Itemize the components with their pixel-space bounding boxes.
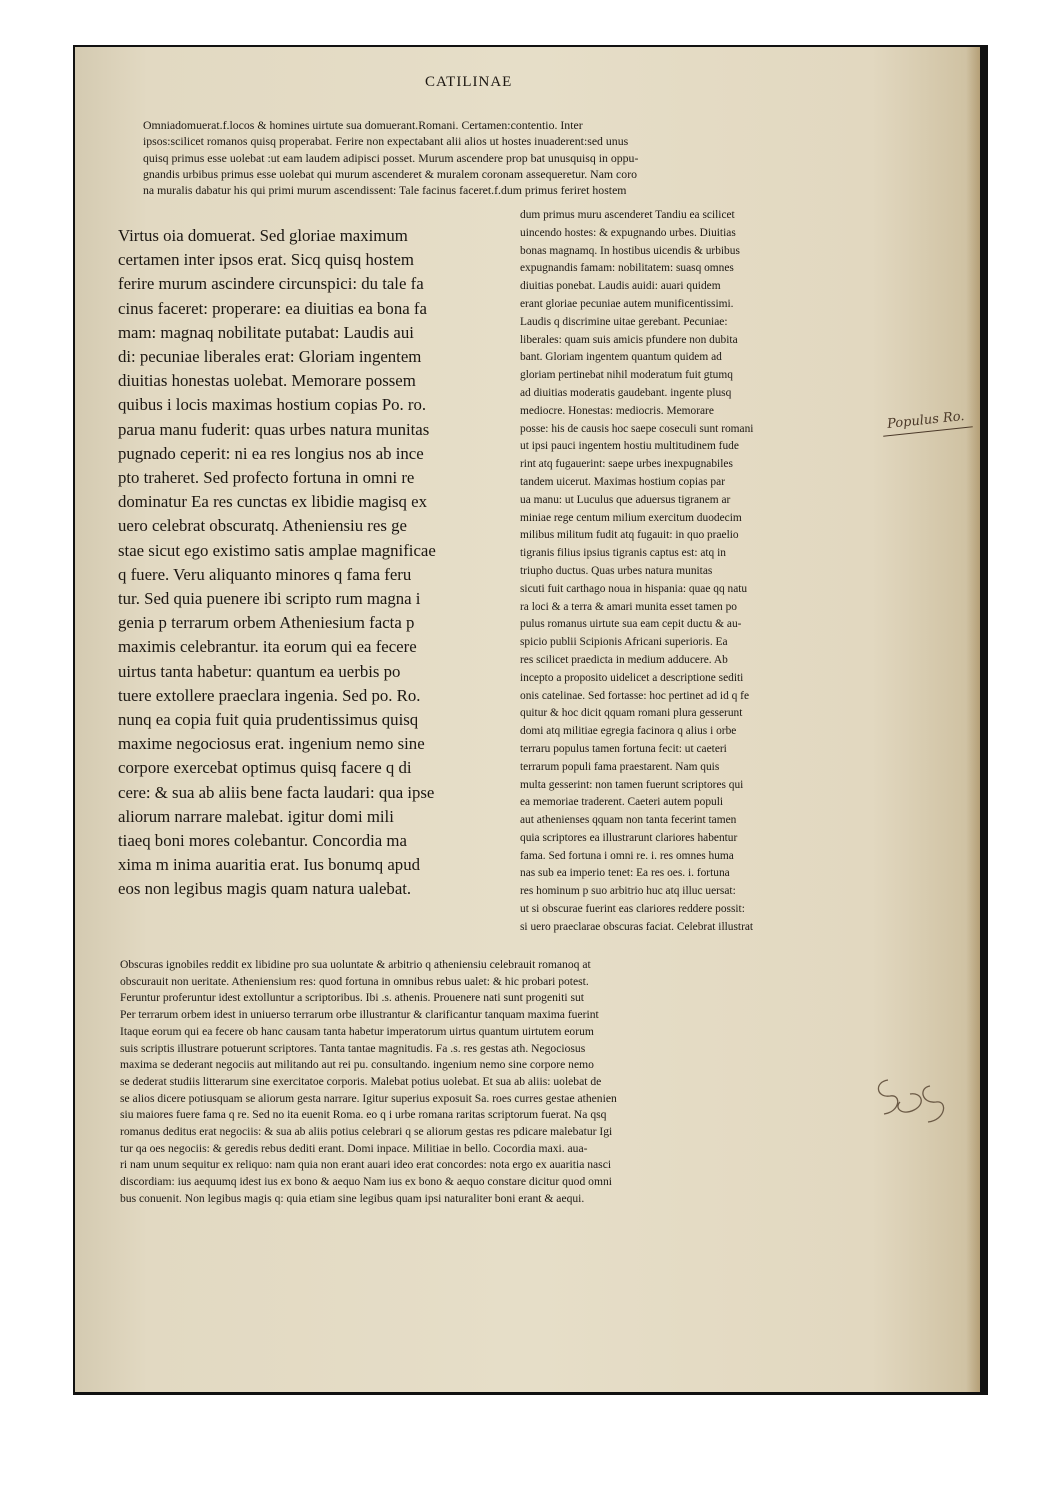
commentary-line: Per terrarum orbem idest in uniuerso terrarum orbe illustrantur & clarificantur tanquam maxima fuerint [120,1008,599,1022]
commentary-line: se alios dicere potiusquam se aliorum gesta narrare. Igitur superius exposuit Sa. roes curres gestae athenien [120,1091,617,1105]
gloss-line: dum primus muru ascenderet Tandiu ea scilicet [520,209,735,221]
commentary-line: discordiam: ius aequumq idest ius ex bono & aequo Nam ius ex bono & aequo constare dicitur quod omni [120,1175,612,1189]
gloss-line: triupho ductus. Quas urbes natura munitas [520,564,713,577]
commentary-top [143,117,943,198]
commentary-line: siu maiores fuere fama q re. Sed no ita euenit Roma. eo q i urbe romana raritas scriptorum fuerat. Na qsq [120,1108,607,1122]
commentary-line: romanus deditus erat negociis: & sua ab aliis potius celebrari q se aliorum gestas res pdicare malebatur Igi [120,1125,613,1139]
gloss-line: diuitias ponebat. Laudis auidi: auari quidem [520,280,721,293]
main-text-line: tuere extollere praeclara ingenia. Sed po. Ro. [118,685,421,705]
gloss-line: res scilicet praedicta in medium adducere. Ab [520,653,728,666]
main-text-line: uero celebrat obscuratq. Atheniensiu res ge [118,516,407,536]
gloss-line: fama. Sed fortuna i omni re. i. res omnes huma [520,849,734,862]
commentary-line: quisq primus esse uolebat :ut eam laudem adipisci posset. Murum ascendere prop bat unusquisq in oppu- [143,150,639,165]
commentary-line: na muralis dabatur his qui primi murum ascendissent: Tale facinus faceret.f.dum primus feriret hostem [143,183,627,198]
gloss-line: terrarum populi fama praestarent. Nam quis [520,760,720,773]
main-text-line: uirtus tanta habetur: quantum ea uerbis po [118,661,401,681]
main-text-line: parua manu fuderit: quas urbes natura munitas [118,419,430,439]
main-text-line: pugnado ceperit: ni ea res longius nos ab ince [118,443,424,463]
main-text-line: pto traheret. Sed profecto fortuna in omni re [118,468,415,488]
gloss-line: ra loci & a terra & amari munita esset tamen po [520,600,737,613]
main-text-line: aliorum narrare malebat. igitur domi mili [118,806,394,826]
gloss-line: nas sub ea imperio tenet: Ea res oes. i. fortuna [520,867,730,880]
main-text-line: certamen inter ipsos erat. Sicq quisq hostem [118,250,414,270]
commentary-bottom [120,957,945,1208]
marginal-flourish-drawing [870,1072,970,1132]
gloss-line: tandem uicerut. Maximas hostium copias par [520,475,725,488]
gloss-line: posse: his de causis hoc saepe coseculi sunt romani [520,422,754,435]
commentary-line: tur qa oes negociis: & geredis rebus dediti erant. Domi inpace. Militiae in bello. Cocordia maxi. aua- [120,1141,588,1155]
gloss-line: mediocre. Honestas: mediocris. Memorare [520,404,714,417]
gloss-line: ea memoriae traderent. Caeteri autem populi [520,796,724,809]
main-text-line: maxime negociosus erat. ingenium nemo sine [118,734,425,754]
commentary-line: bus conuenit. Non legibus magis q: quia etiam sine legibus quam ipsi naturaliter boni erant & aequi. [120,1191,585,1205]
manuscript-page [75,47,980,1392]
main-text-line: xima m inima auaritia erat. Ius bonumq apud [118,855,420,875]
commentary-line: gnandis urbibus primus esse uolebat qui murum ascenderet & muralem coronam assequeretur. Nam coro [143,166,638,181]
commentary-line: maxima se dederant negociis aut militando aut rei pu. consultando. ingenium nemo sine corpore nemo [120,1058,594,1072]
main-text-line: quibus i locis maximas hostium copias Po. ro. [118,395,427,415]
marginal-handwritten-note: Populus Ro. [886,408,966,433]
gloss-right-column [520,207,940,937]
main-text-line: q fuere. Veru aliquanto minores q fama feru [118,564,412,584]
gloss-line: erant gloriae pecuniae autem munificentissimi. [520,297,734,310]
gloss-line: pulus romanus uirtute sua eam cepit ductu & au- [520,618,742,631]
gloss-line: rint atq fugauerint: saepe urbes inexpugnabiles [520,458,733,471]
gloss-line: ad diuitias moderatis gaudebant. ingente plusq [520,386,732,399]
gloss-line: domi atq militiae egregia facinora q alius i orbe [520,725,737,738]
main-text-column [118,224,518,902]
main-text-line: eos non legibus magis quam natura ualebat. [118,879,412,899]
gloss-line: multa gesserint: non tamen fuerunt scriptores qui [520,778,744,791]
commentary-line: Obscuras ignobiles reddit ex libidine pro sua uoluntate & arbitrio q atheniensiu celebrauit romanoq at [120,958,591,971]
main-text-line: maximis celebrantur. ita eorum qui ea fecere [118,637,417,657]
gloss-line: si uero praeclarae obscuras faciat. Celebrat illustrat [520,920,754,933]
commentary-line: Omniadomuerat.f.locos & homines uirtute sua domuerant.Romani. Certamen:contentio. Inter [143,118,583,132]
gloss-line: liberales: quam suis amicis pfundere non dubita [520,333,738,346]
commentary-line: Feruntur proferuntur idest extolluntur a scriptoribus. Ibi .s. athenis. Prouenere nati sunt progeniti sut [120,991,584,1005]
main-text-line: ferire murum ascindere circunspici: du tale fa [118,274,424,294]
main-text-line: mam: magnaq nobilitate putabat: Laudis aui [118,322,414,342]
main-text-line: corpore exercebat optimus quisq facere q di [118,758,412,778]
running-head: CATILINAE [425,74,513,90]
gloss-line: tigranis filius ipsius tigranis captus est: atq in [520,547,726,560]
main-text-line: di: pecuniae liberales erat: Gloriam ingentem [118,347,422,367]
gloss-line: terraru populus tamen fortuna fecit: ut caeteri [520,742,727,755]
commentary-line: suis scriptis illustrare potuerunt scriptores. Tanta tantae magnitudis. Fa .s. res gestas ath. Negociosus [120,1041,586,1055]
gloss-line: incepto a proposito uidelicet a descriptione sediti [520,671,744,684]
main-text-line: Virtus oia domuerat. Sed gloriae maximum [118,226,408,245]
main-text-line: dominatur Ea res cunctas ex libidie magisq ex [118,492,427,512]
gloss-line: gloriam pertinebat nihil moderatum fuit gtumq [520,369,733,382]
gloss-line: uincendo hostes: & expugnando urbes. Diuitias [520,226,736,239]
gloss-line: aut athenienses qquam non tanta fecerint tamen [520,814,737,827]
commentary-line: obscurauit non ueritate. Atheniensium res: quod fortuna in omnibus rebus ualet: & hic probari potest. [120,974,589,988]
gloss-line: bant. Gloriam ingentem quantum quidem ad [520,351,722,364]
gloss-line: quia scriptores ea illustrarunt clariores habentur [520,831,738,844]
gloss-line: milibus militum fudit atq fugauit: in quo praelio [520,529,739,542]
main-text-line: cere: & sua ab aliis bene facta laudari: qua ipse [118,782,435,802]
commentary-line: Itaque eorum qui ea fecere ob hanc causam tanta habetur imperatorum uirtus quantum uirtutem eorum [120,1024,594,1038]
gloss-line: miniae rege centum milium exercitum duodecim [520,511,742,524]
gloss-line: expugnandis famam: nobilitatem: suasq omnes [520,262,734,275]
main-text-line: cinus faceret: properare: ea diuitias ea bona fa [118,298,427,318]
gloss-line: quitur & hoc dicit qquam romani plura gesserunt [520,707,743,720]
gloss-line: onis catelinae. Sed fortasse: hoc pertinet ad id q fe [520,689,749,702]
main-text-line: genia p terrarum orbem Atheniesium facta p [118,613,415,633]
commentary-line: se dederat studiis litterarum sine exercitatoe corporis. Malebat potius uolebat. Et sua ab aliis: uolebat de [120,1074,602,1088]
gloss-line: Laudis q discrimine uitae gerebant. Pecuniae: [520,315,728,328]
gloss-line: ut ipsi pauci ingentem hostiu multitudinem fude [520,440,739,453]
gloss-line: sicuti fuit carthago noua in hispania: quae qq natu [520,582,748,595]
commentary-line: ri nam unum sequitur ex reliquo: nam quia non erant auari ideo erat concordes: nota ergo ex auaritia nasci [120,1158,612,1172]
gloss-line: res hominum p suo arbitrio huc atq illuc uersat: [520,885,736,898]
gloss-line: bonas magnamq. In hostibus uicendis & urbibus [520,244,740,257]
gloss-line: ut si obscurae fuerint eas clariores reddere possit: [520,903,745,916]
main-text-line: nunq ea copia fuit quia prudentissimus quisq [118,710,419,730]
main-text-line: tiaeq boni mores colebantur. Concordia ma [118,831,407,851]
main-text-line: diuitias honestas uolebat. Memorare possem [118,371,416,391]
gloss-line: spicio publii Scipionis Africani superioris. Ea [520,636,728,649]
commentary-line: ipsos:scilicet romanos quisq properabat. Ferire non expectabant alii alios ut hostes inuaderent:sed unus [143,134,629,149]
main-text-line: tur. Sed quia puenere ibi scripto rum magna i [118,589,421,609]
gloss-line: ua manu: ut Luculus que aduersus tigranem ar [520,493,731,506]
main-text-line: stae sicut ego existimo satis amplae magnificae [118,540,436,560]
